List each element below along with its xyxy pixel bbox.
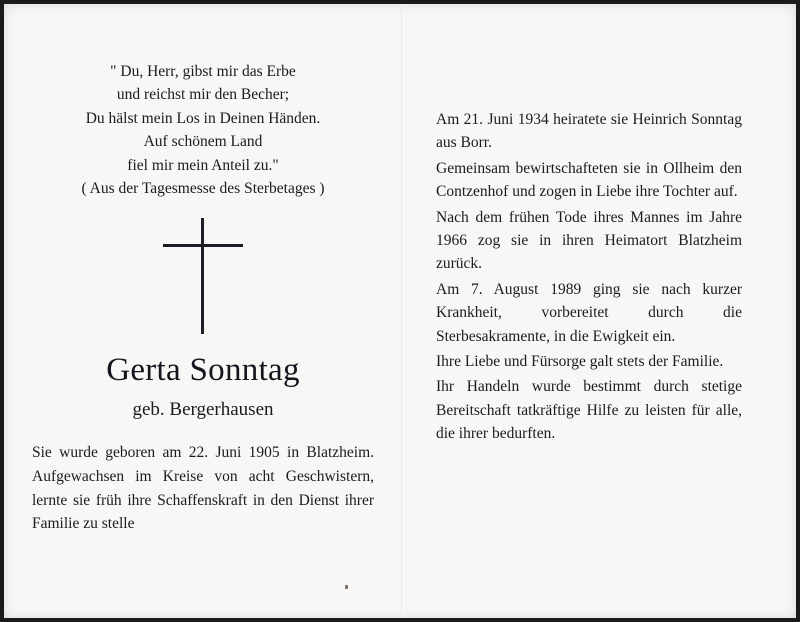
biography-paragraph: Gemeinsam bewirtschafteten sie in Ollheim den Contzenhof und zogen in Liebe ihre Tochter auf.	[436, 159, 742, 201]
verse-line: und reichst mir den Becher;	[116, 86, 290, 104]
cross-icon	[163, 218, 243, 334]
verse-source: ( Aus der Tagesmesse des Sterbetages )	[81, 180, 325, 198]
card-fold	[401, 4, 403, 618]
verse-line: " Du, Herr, gibst mir das Erbe	[110, 63, 296, 80]
paper-speck	[345, 585, 348, 589]
biography-left: Sie wurde geboren am 22. Juni 1905 in Blatzheim. Aufgewachsen im Kreise von acht Geschwistern, lernte sie früh ihre Schaffenskraft in den Dienst ihrer Familie zu stelle	[32, 444, 374, 533]
right-panel	[436, 108, 742, 448]
verse-line: fiel mir mein Anteil zu."	[127, 156, 279, 174]
deceased-name: Gerta Sonntag	[106, 352, 300, 389]
memorial-card	[4, 4, 796, 618]
left-panel	[32, 60, 374, 536]
biography-paragraph: Ihre Liebe und Fürsorge galt stets der Familie.	[436, 353, 724, 371]
psalm-verse	[32, 60, 374, 200]
biography-paragraph: Nach dem frühen Tode ihres Mannes im Jahre 1966 zog sie in ihren Heimatort Blatzheim zurück.	[436, 208, 742, 273]
maiden-name: geb. Bergerhausen	[132, 399, 274, 421]
biography-paragraph: Am 21. Juni 1934 heiratete sie Heinrich Sonntag aus Borr.	[436, 111, 742, 152]
verse-line: Du hälst mein Los in Deinen Händen.	[85, 109, 321, 127]
biography-paragraph: Ihr Handeln wurde bestimmt durch stetige Bereitschaft tatkräftige Hilfe zu leisten für alle, die ihrer bedurften.	[436, 378, 742, 443]
verse-line: Auf schönem Land	[143, 133, 263, 151]
biography-paragraph: Am 7. August 1989 ging sie nach kurzer Krankheit, vorbereitet durch die Sterbesakramente, in die Ewigkeit ein.	[436, 280, 742, 345]
